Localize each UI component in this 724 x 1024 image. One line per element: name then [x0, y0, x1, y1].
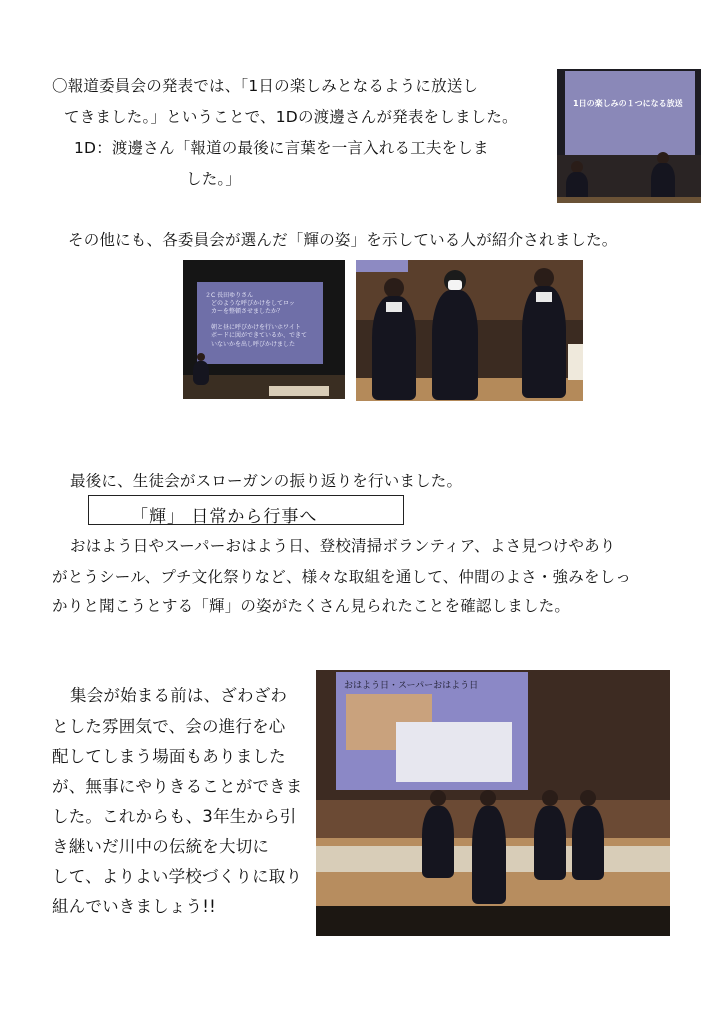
screen-caption: 1日の楽しみの１つになる放送: [573, 99, 683, 108]
screen-caption: ２C 長田ゆりさん どのような呼びかけをしてロッ カーを整頓させましたか？ 朝と昼に呼びかけを行いホワイト ボードに図ができているか、できて いないかを出し呼びかけました: [205, 292, 308, 348]
desk: [269, 386, 329, 396]
intro-line-4: した。」: [186, 170, 242, 188]
intro-line-3: 1D：渡邊さん「報道の最後に言葉を一言入れる工夫をしま: [74, 139, 489, 157]
student-figure: [522, 286, 566, 398]
closing-line-2: とした雰囲気で、会の進行を心: [52, 717, 286, 736]
sailor-collar: [386, 302, 402, 312]
student-head: [197, 353, 205, 361]
summary-line-2: おはよう日やスーパーおはよう日、登校清掃ボランティア、よさ見つけやあり: [70, 537, 616, 555]
audience-heads: [316, 906, 670, 936]
slogan-text: 「輝」 日常から行事へ: [131, 507, 318, 527]
slide-photo: [396, 722, 512, 782]
projector-screen: [565, 71, 695, 155]
projector-screen: [336, 672, 528, 790]
closing-line-5: した。これからも、3年生から引: [52, 807, 297, 826]
closing-line-3: 配してしまう場面もありました: [52, 747, 286, 766]
sailor-collar: [536, 292, 552, 302]
face-mask: [448, 280, 462, 290]
student-figure: [534, 806, 566, 880]
student-head: [542, 790, 558, 806]
student-head: [430, 790, 446, 806]
student-figure: [472, 806, 506, 904]
photo-students-on-stage: [356, 260, 583, 401]
student-figure: [193, 361, 209, 385]
student-head: [480, 790, 496, 806]
student-figure: [572, 806, 604, 880]
summary-line-3: がとうシール、プチ文化祭りなど、様々な取組を通して、仲間のよさ・強みをしっ: [52, 568, 632, 586]
photo-committee-slide: [183, 260, 345, 399]
student-head: [580, 790, 596, 806]
intro-line-2: てきました。」ということで、1Dの渡邊さんが発表をしました。: [64, 108, 518, 126]
projector-screen: [197, 282, 323, 364]
student-figure: [432, 290, 478, 400]
photo-broadcast-presentation: [557, 69, 701, 203]
closing-line-1: 集会が始まる前は、ざわざわ: [70, 686, 288, 705]
photo-student-council-slogan: [316, 670, 670, 936]
student-head: [384, 278, 404, 298]
closing-line-7: して、よりよい学校づくりに取り: [52, 867, 303, 886]
others-line: その他にも、各委員会が選んだ「輝の姿」を示している人が紹介されました。: [68, 231, 618, 249]
screen-edge: [356, 260, 408, 272]
floor: [557, 197, 701, 203]
closing-line-8: 組んでいきましょう!!: [52, 897, 216, 916]
student-head: [534, 268, 554, 288]
name-board: [568, 344, 583, 380]
screen-title: おはよう日・スーパーおはよう日: [344, 681, 479, 691]
closing-line-4: が、無事にやりきることができま: [52, 777, 303, 796]
summary-line-1: 最後に、生徒会がスローガンの振り返りを行いました。: [70, 472, 463, 490]
summary-line-4: かりと聞こうとする「輝」の姿がたくさん見られたことを確認しました。: [52, 597, 571, 615]
intro-line-1: 〇報道委員会の発表では、「1日の楽しみとなるように放送し: [52, 77, 479, 95]
closing-line-6: き継いだ川中の伝統を大切に: [52, 837, 270, 856]
student-figure: [422, 806, 454, 878]
slogan-box: [88, 495, 404, 525]
